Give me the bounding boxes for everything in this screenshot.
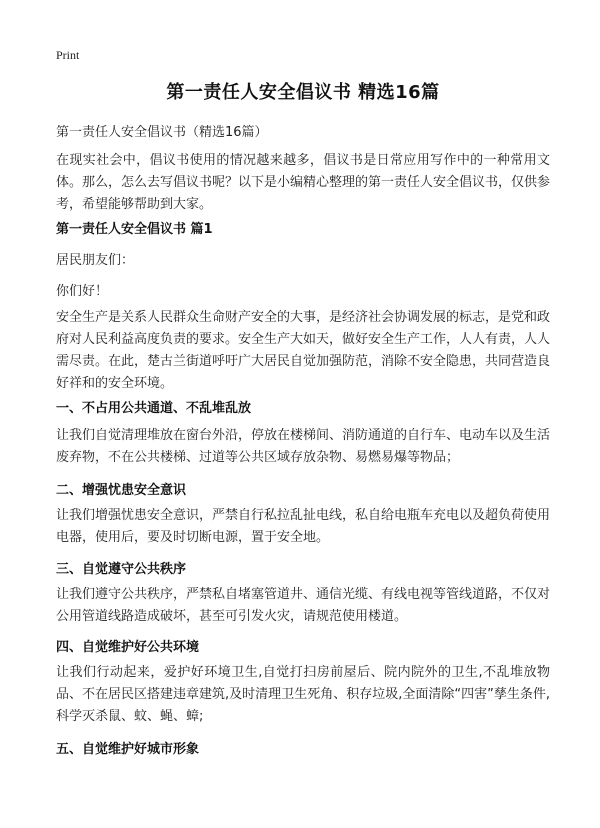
- section-paragraph: 让我们自觉清理堆放在窗台外沿，停放在楼梯间、消防通道的自行车、电动车以及生活废弃物，不在公共楼梯、过道等公共区域存放杂物、易燃易爆等物品；: [56, 428, 551, 465]
- section-heading: 三、自觉遵守公共秩序: [56, 562, 187, 577]
- print-label[interactable]: Print: [56, 48, 80, 62]
- section-heading: 五、自觉维护好城市形象: [56, 742, 200, 757]
- section-heading: 一、不占用公共通道、不乱堆乱放: [56, 401, 252, 416]
- greeting-line: 居民朋友们：: [56, 253, 135, 268]
- section-heading: 二、增强忧患安全意识: [56, 483, 187, 498]
- intro-paragraph: 在现实社会中，倡议书使用的情况越来越多，倡议书是日常应用写作中的一种常用文体。那么，怎么去写倡议书呢？以下是小编精心整理的第一责任人安全倡议书，仅供参考，希望能够帮助到大家。: [56, 153, 551, 212]
- section-heading: 四、自觉维护好公共环境: [56, 640, 200, 655]
- hello-line: 你们好！: [56, 284, 109, 299]
- body-intro-paragraph: 安全生产是关系人民群众生命财产安全的大事，是经济社会协调发展的标志，是党和政府对人民利益高度负责的要求。安全生产大如天，做好安全生产工作，人人有责，人人需尽责。在此，楚古兰街道呼吁广大居民自觉加强防范，消除不安全隐患，共同营造良好祥和的安全环境。: [56, 310, 551, 391]
- article-heading: 第一责任人安全倡议书 篇1: [56, 222, 213, 237]
- section-paragraph: 让我们遵守公共秩序，严禁私自堵塞管道井、通信光缆、有线电视等管线道路，不仅对公用管道线路造成破坏，甚至可引发火灾，请规范使用楼道。: [56, 587, 551, 624]
- section-paragraph: 让我们行动起来，爱护好环境卫生,自觉打扫房前屋后、院内院外的卫生,不乱堆放物品、不在居民区搭建违章建筑,及时清理卫生死角、积存垃圾,全面清除“四害”孳生条件,科学灭杀鼠、蚊、蝇、蟑;: [56, 665, 550, 724]
- section-paragraph: 让我们增强忧患安全意识，严禁自行私拉乱扯电线，私自给电瓶车充电以及超负荷使用电器，使用后，要及时切断电源，置于安全地。: [56, 508, 551, 545]
- page-title: 第一责任人安全倡议书 精选16篇: [166, 82, 440, 103]
- document-subtitle: 第一责任人安全倡议书（精选16篇）: [56, 125, 268, 140]
